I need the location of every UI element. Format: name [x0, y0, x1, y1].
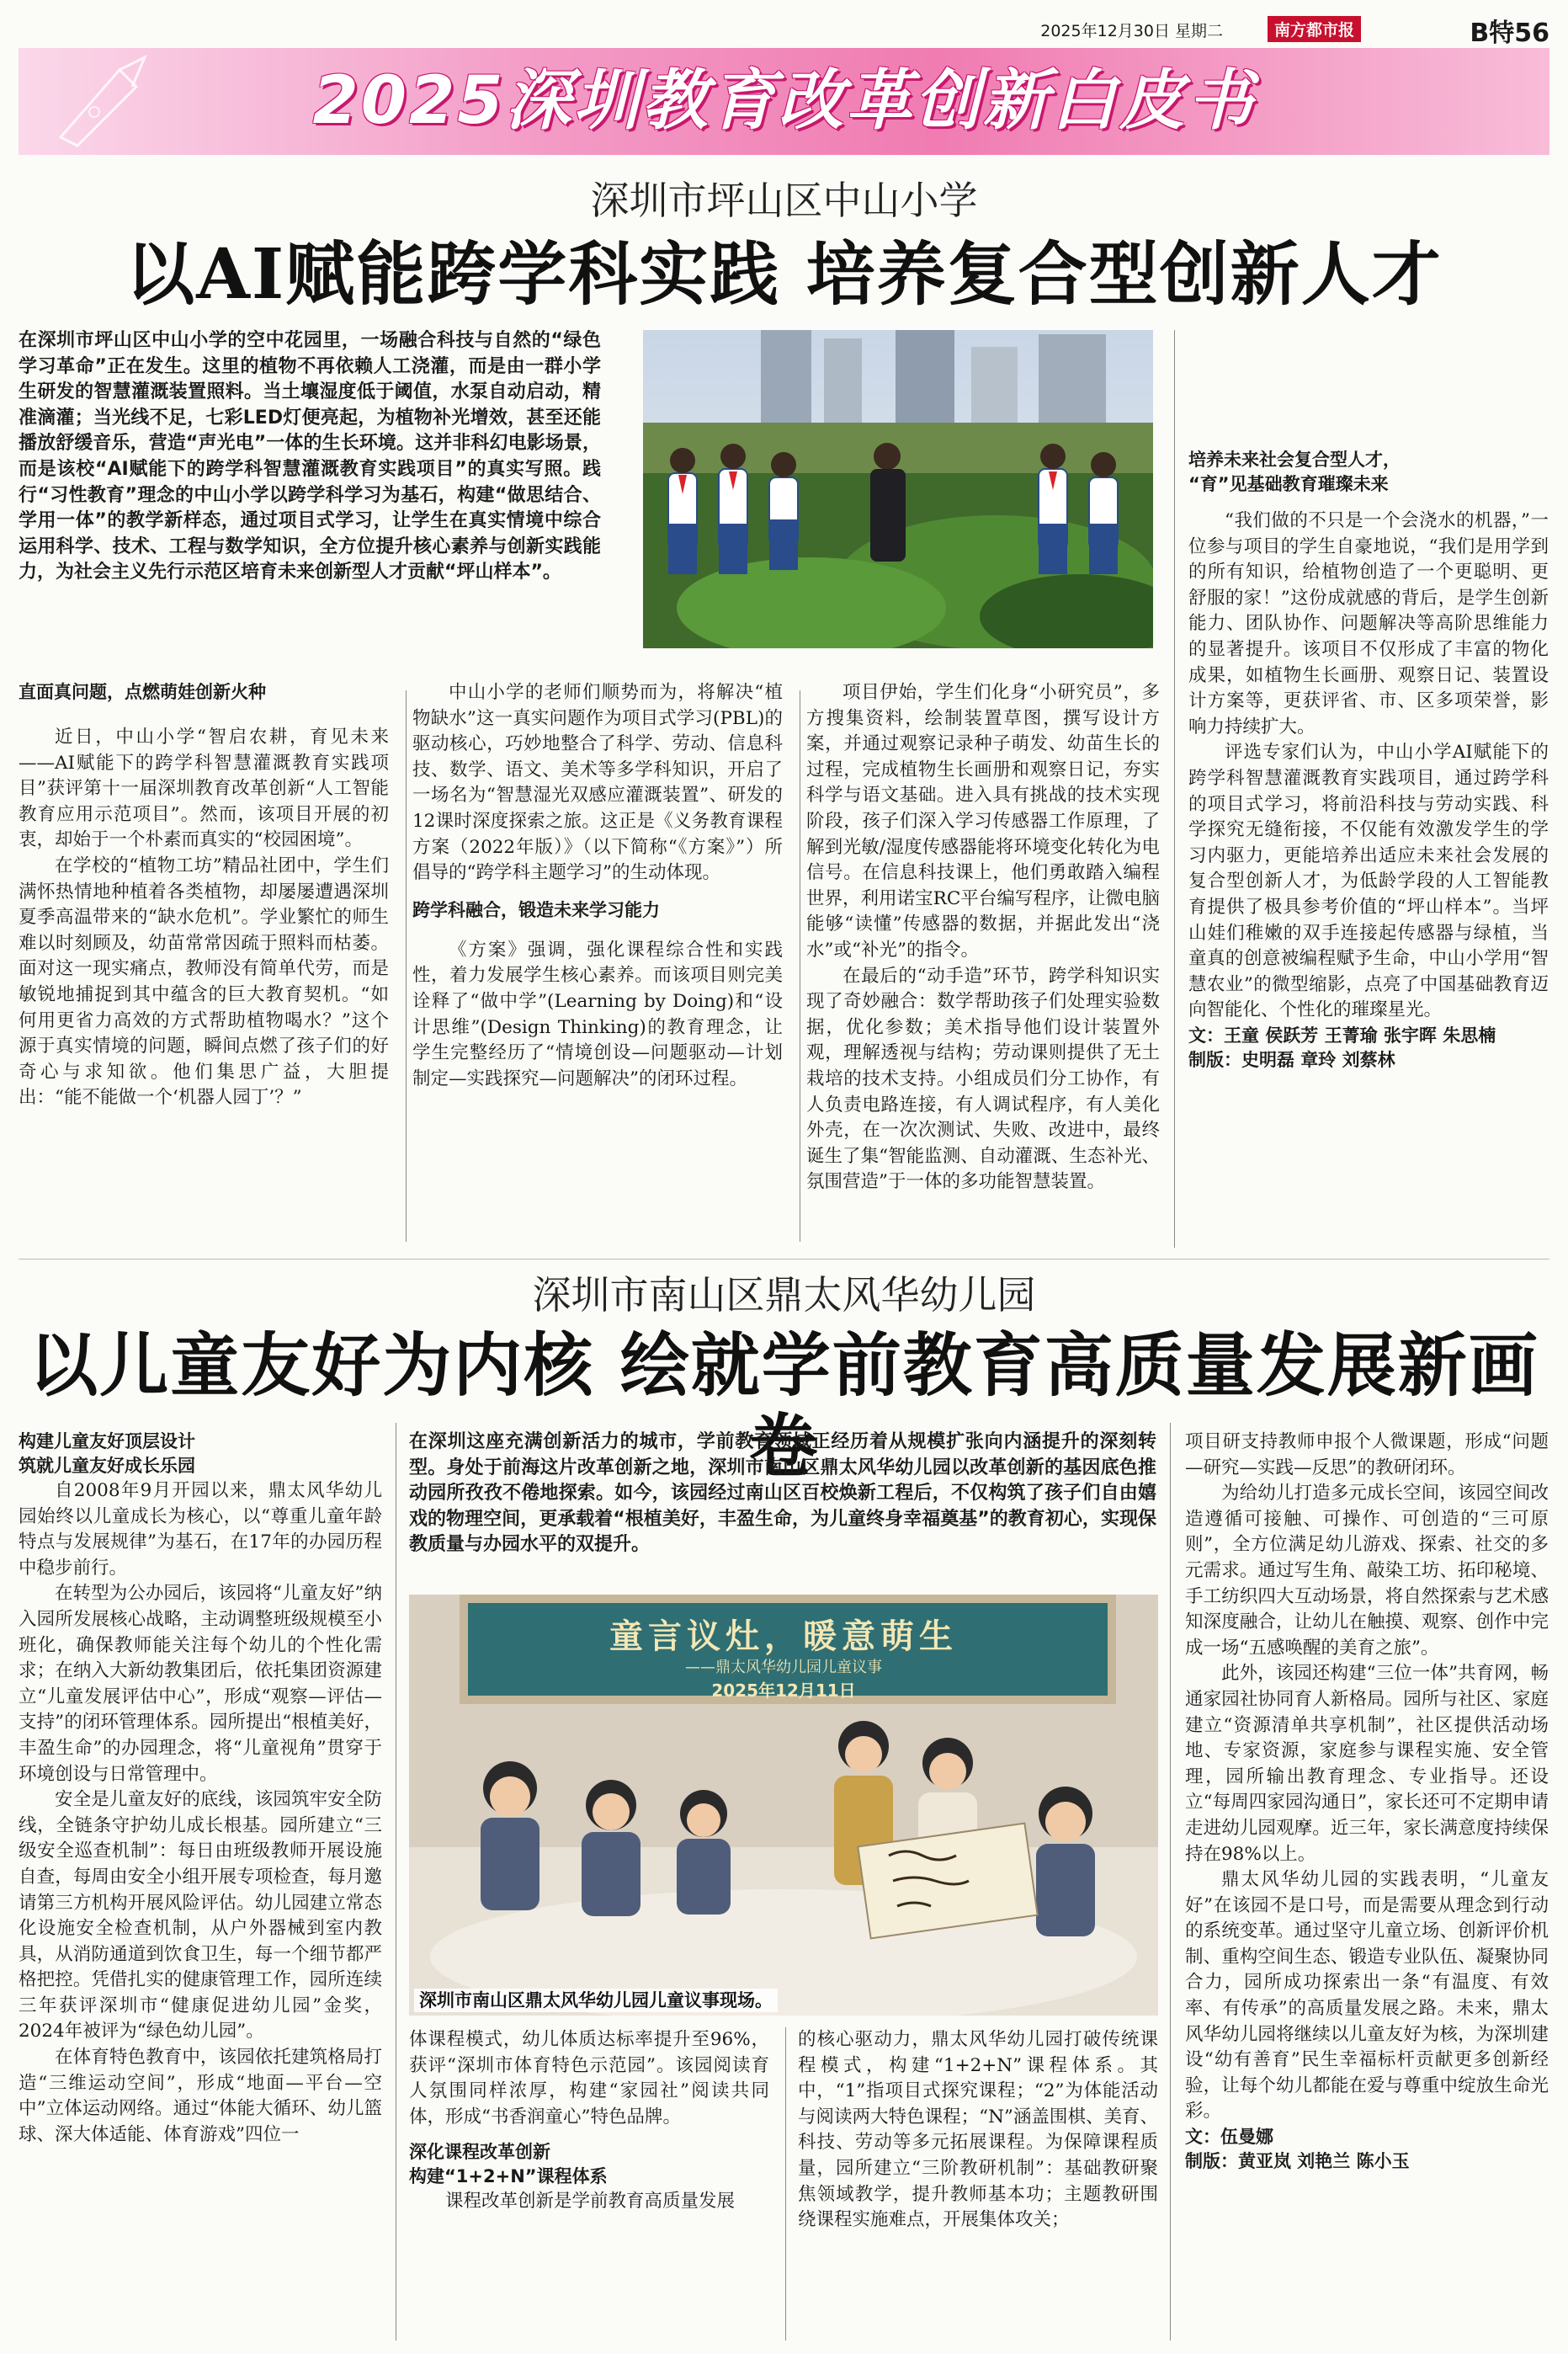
photo-banner-subtitle: ——鼎太风华幼儿园儿童议事 [685, 1659, 882, 1676]
story1-col4-paragraph: 评选专家们认为，中山小学AI赋能下的跨学科智慧灌溉教育实践项目，通过跨学科的项目式学习，将前沿科技与劳动实践、科学探究无缝衔接，不仅能有效激发学生的学习内驱力，更能培养出适应未来社会发展的复合型创新人才，为低龄学段的人工智能教育提供了极具参考价值的“坪山样本”。当坪山娃们稚嫩的双手连接起传感器与绿植，当童真的创意被编程赋予生命，中山小学用“智慧农业”的微型缩影，点亮了中国基础教育迈向智能化、个性化的璀璨星光。 [1188, 742, 1549, 1021]
story2-subhead-1b: 筑就儿童友好成长乐园 [19, 1456, 195, 1476]
garden-scene-illustration [643, 330, 1153, 648]
section-banner [19, 48, 1549, 155]
masthead [19, 12, 1549, 48]
story1-col1-paragraph: 在学校的“植物工坊”精品社团中，学生们满怀热情地种植着各类植物，却屡屡遭遇深圳夏季高温带来的“缺水危机”。学业繁忙的师生难以时刻顾及，幼苗常常因疏于照料而枯萎。面对这一现实痛点，教师没有简单代劳，而是敏锐地捕捉到其中蕴含的巨大教育契机。“如何用更省力高效的方式帮助植物喝水？”这个源于真实情境的问题，瞬间点燃了孩子们的好奇心与求知欲。他们集思广益，大胆提出：“能不能做一个‘机器人园丁’？” [19, 855, 389, 1109]
story1-column-3 [806, 680, 1160, 1196]
story2-headline: 以儿童友好为内核 绘就学前教育高质量发展新画卷 [29, 1325, 1539, 1487]
story2-column-2 [409, 2027, 769, 2215]
story2-column-3 [798, 2027, 1158, 2234]
story1-garden-photo [643, 330, 1153, 648]
story1-col2-paragraph: 《方案》强调，强化课程综合性和实践性，着力发展学生核心素养。而该项目则完美诠释了“做中学”(Learning by Doing)和“设计思维”(Design Thinking)的教育理念，让学生完整经历了“情境创设—问题驱动—计划制定—实践探究—问题解决”的闭环过程。 [412, 939, 783, 1089]
story2-col4-paragraph: 鼎太风华幼儿园的实践表明，“儿童友好”在该园不是口号，而是需要从理念到行动的系统变革。通过坚守儿童立场、创新评价机制、重构空间生态、锻造专业队伍、凝聚协同合力，园所成功探索出一条“有温度、有效率、有传承”的高质量发展之路。未来，鼎太风华幼儿园将继续以儿童友好为核，为深圳建设“幼有善育”民生幸福标杆贡献更多创新经验，让每个幼儿都能在爱与尊重中绽放生命光彩。 [1185, 1869, 1549, 2122]
story1-column-4 [1188, 330, 1549, 1073]
story2-meeting-photo [409, 1595, 1158, 2016]
banner-title: 2025深圳教育改革创新白皮书 [312, 63, 1256, 139]
story2-col4-paragraph: 此外，该园还构建“三位一体”共育网，畅通家园社协同育人新格局。园所与社区、家庭建立“资源清单共享机制”，社区提供活动场地、专家资源，家庭参与课程实施、安全管理，园所输出教育理念、专业指导。还设立“每周四家园沟通日”，家长还可不定期申请走进幼儿园观摩。近三年，家长满意度持续保持在98%以上。 [1185, 1663, 1549, 1865]
photo-banner-title: 童言议灶，暖意萌生 [609, 1616, 958, 1656]
story2-school: 深圳市南山区鼎太风华幼儿园 [532, 1272, 1036, 1318]
story1-column-2 [412, 680, 783, 1092]
story2-col1-paragraph: 自2008年9月开园以来，鼎太风华幼儿园始终以儿童成长为核心，以“尊重儿童年龄特点与发展规律”为基石，在17年的办园历程中稳步前行。 [19, 1480, 382, 1579]
column-rule [1174, 330, 1175, 1248]
story2-col1-paragraph: 在转型为公办园后，该园将“儿童友好”纳入园所发展核心战略，主动调整班级规模至小班化，确保教师能关注每个幼儿的个性化需求；在纳入大新幼教集团后，依托集团资源建立“儿童发展评估中心”，形成“观察—评估—支持”的闭环管理体系。园所提出“根植美好，丰盈生命”的办园理念，将“儿童视角”贯穿于环境创设与日常管理中。 [19, 1583, 382, 1785]
masthead-date: 2025年12月30日 星期二 [1040, 22, 1223, 40]
story1-col3-paragraph: 在最后的“动手造”环节，跨学科知识实现了奇妙融合：数学帮助孩子们处理实验数据，优化参数；美术指导他们设计装置外观，理解透视与结构；劳动课则提供了无土栽培的技术支持。小组成员们分工协作，有人负责电路连接，有人调试程序，有人美化外壳，在一次次测试、失败、改进中，最终诞生了集“智能监测、自动灌溉、生态补光、氛围营造”于一体的多功能智慧装置。 [806, 965, 1160, 1193]
story1-subhead-3: 培养未来社会复合型人才， [1188, 450, 1401, 470]
story2-col3-paragraph: 的核心驱动力，鼎太风华幼儿园打破传统课程模式，构建“1+2+N”课程体系。其中，“1”指项目式探究课程；“2”为体能活动与阅读两大特色课程；“N”涵盖围棋、美育、科技、劳动等多元拓展课程。为保障课程质量，园所建立“三阶教研机制”：基础教研聚焦领域教学，提升教师基本功；主题教研围绕课程实施难点，开展集体攻关； [798, 2029, 1158, 2231]
story2-column-1 [19, 1430, 382, 2148]
story2-lead: 在深圳这座充满创新活力的城市，学前教育领域正经历着从规模扩张向内涵提升的深刻转型。身处于前海这片改革创新之地，深圳市南山区鼎太风华幼儿园以改革创新的基因底色推动园所孜孜不倦地探索。如今，该园经过南山区百校焕新工程后，不仅构筑了孩子们自由嬉戏的物理空间，更承载着“根植美好，丰盈生命，为儿童终身幸福奠基”的教育初心，实现保教质量与办园水平的双提升。 [409, 1431, 1156, 1556]
story1-school: 深圳市坪山区中山小学 [590, 178, 978, 223]
photo-caption: 深圳市南山区鼎太风华幼儿园儿童议事现场。 [414, 1989, 778, 2012]
story2-column-4 [1185, 1430, 1549, 2174]
story2-col1-paragraph: 安全是儿童友好的底线，该园筑牢安全防线，全链条守护幼儿成长根基。园所建立“三级安全巡查机制”：每日由班级教师开展设施自查，每周由安全小组开展专项检查，每月邀请第三方机构开展风险评估。幼儿园建立常态化设施安全检查机制，从户外器械到室内教具，从消防通道到饮食卫生，每一个细节都严格把控。凭借扎实的健康管理工作，园所连续三年获评深圳市“健康促进幼儿园”金奖，2024年被评为“绿色幼儿园”。 [19, 1789, 382, 2042]
story2-col4-paragraph: 项目研支持教师申报个人微课题，形成“问题—研究—实践—反思”的教研闭环。 [1185, 1431, 1549, 1478]
column-rule [785, 2027, 786, 2341]
column-rule [406, 690, 407, 1242]
story1-lead: 在深圳市坪山区中山小学的空中花园里，一场融合科技与自然的“绿色学习革命”正在发生。这里的植物不再依赖人工浇灌，而是由一群小学生研发的智慧灌溉装置照料。当土壤湿度低于阈值，水泵自动启动，精准滴灌；当光线不足，七彩LED灯便亮起，为植物补光增效，甚至还能播放舒缓音乐，营造“声光电”一体的生长环境。这并非科幻电影场景，而是该校“AI赋能下的跨学科智慧灌溉教育实践项目”的真实写照。践行“习性教育”理念的中山小学以跨学科学习为基石，构建“做思结合、学用一体”的教学新样态，通过项目式学习，让学生在真实情境中综合运用科学、技术、工程与数学知识，全方位提升核心素养与创新实践能力，为社会主义先行示范区培育未来创新型人才贡献“坪山样本”。 [19, 330, 601, 583]
story2-layout-credit: 制版：黄亚岚 刘艳兰 陈小玉 [1185, 2151, 1410, 2172]
story1-column-1 [19, 680, 389, 1111]
page-number: B特56 [1470, 19, 1549, 48]
story1-subhead-1: 直面真问题，点燃萌娃创新火种 [19, 682, 266, 702]
story1-col1-paragraph: 近日，中山小学“智启农耕，育见未来——AI赋能下的跨学科智慧灌溉教育实践项目”获评第十一届深圳教育改革创新“人工智能教育应用示范项目”。然而，该项目开展的初衷，却始于一个朴素而真实的“校园困境”。 [19, 727, 389, 851]
newspaper-logo: 南方都市报 [1268, 16, 1361, 42]
story1-subhead-3b: “育”见基础教育璀璨未来 [1188, 474, 1389, 494]
story1-col3-paragraph: 项目伊始，学生们化身“小研究员”，多方搜集资料，绘制装置草图，撰写设计方案，并通过观察记录种子萌发、幼苗生长的过程，完成植物生长画册和观察日记，夯实科学与语文基础。进入具有挑战的技术实现阶段，孩子们深入学习传感器工作原理，了解到光敏/湿度传感器能将环境变化转化为电信号。在信息科技课上，他们勇敢踏入编程世界，利用诺宝RC平台编写程序，让微电脑能够“读懂”传感器的数据，并据此发出“浇水”或“补光”的指令。 [806, 682, 1160, 961]
story2-subhead-2b: 构建“1+2+N”课程体系 [409, 2166, 608, 2187]
story1-col2-paragraph: 中山小学的老师们顺势而为，将解决“植物缺水”这一真实问题作为项目式学习(PBL)的驱动核心，巧妙地整合了科学、劳动、信息科技、数学、语文、美术等多学科知识，开启了一场名为“智慧湿光双感应灌溉装置”、研发的12课时深度探索之旅。这正是《义务教育课程方案（2022年版）》（以下简称“《方案》”）所倡导的“跨学科主题学习”的生动体现。 [412, 682, 783, 884]
story2-author-credit: 文：伍曼娜 [1185, 2127, 1273, 2148]
story2-col2-paragraph: 体课程模式，幼儿体质达标率提升至96%，获评“深圳市体育特色示范园”。该园阅读育人氛围同样浓厚，构建“家园社”阅读共同体，形成“书香润童心”特色品牌。 [409, 2029, 769, 2128]
story2-subhead-2: 深化课程改革创新 [409, 2142, 550, 2163]
story-divider [19, 1259, 1549, 1260]
story1-headline: 以AI赋能跨学科实践 培养复合型创新人才 [125, 234, 1443, 315]
story2-col1-paragraph: 在体育特色教育中，该园依托建筑格局打造“三维运动空间”，形成“地面—平台—空中”立体运动网络。通过“体能大循环、幼儿篮球、深大体适能、体育游戏”四位一 [19, 2047, 382, 2145]
story1-layout-credit: 制版：史明磊 章玲 刘蔡林 [1188, 1049, 1395, 1070]
story1-author-credit: 文：王童 侯跃芳 王菁瑜 张宇晖 朱思楠 [1188, 1025, 1496, 1046]
column-rule [1170, 1423, 1171, 2341]
story1-subhead-2: 跨学科融合，锻造未来学习能力 [412, 899, 660, 920]
story1-col4-paragraph: “我们做的不只是一个会浇水的机器，”一位参与项目的学生自豪地说，“我们是用学到的所有知识，给植物创造了一个更聪明、更舒服的家！”这份成就感的背后，是学生创新能力、团队协作、问题解决等高阶思维能力的显著提升。该项目不仅形成了丰富的物化成果，如植物生长画册、观察日记、装置设计方案等，更获评省、市、区多项荣誉，影响力持续扩大。 [1188, 510, 1549, 738]
story2-col2-paragraph: 课程改革创新是学前教育高质量发展 [445, 2191, 736, 2213]
story2-subhead-1: 构建儿童友好顶层设计 [19, 1431, 195, 1451]
photo-banner-date: 2025年12月11日 [711, 1680, 856, 1701]
story2-col4-paragraph: 为给幼儿打造多元成长空间，该园空间改造遵循可接触、可操作、可创造的“三可原则”，全方位满足幼儿游戏、探索、社交的多元需求。通过写生角、敲染工坊、拓印秘境、手工纺织四大互动场景，将自然探索与艺术感知深度融合，让幼儿在触摸、观察、创作中完成一场“五感唤醒的美育之旅”。 [1185, 1483, 1549, 1659]
